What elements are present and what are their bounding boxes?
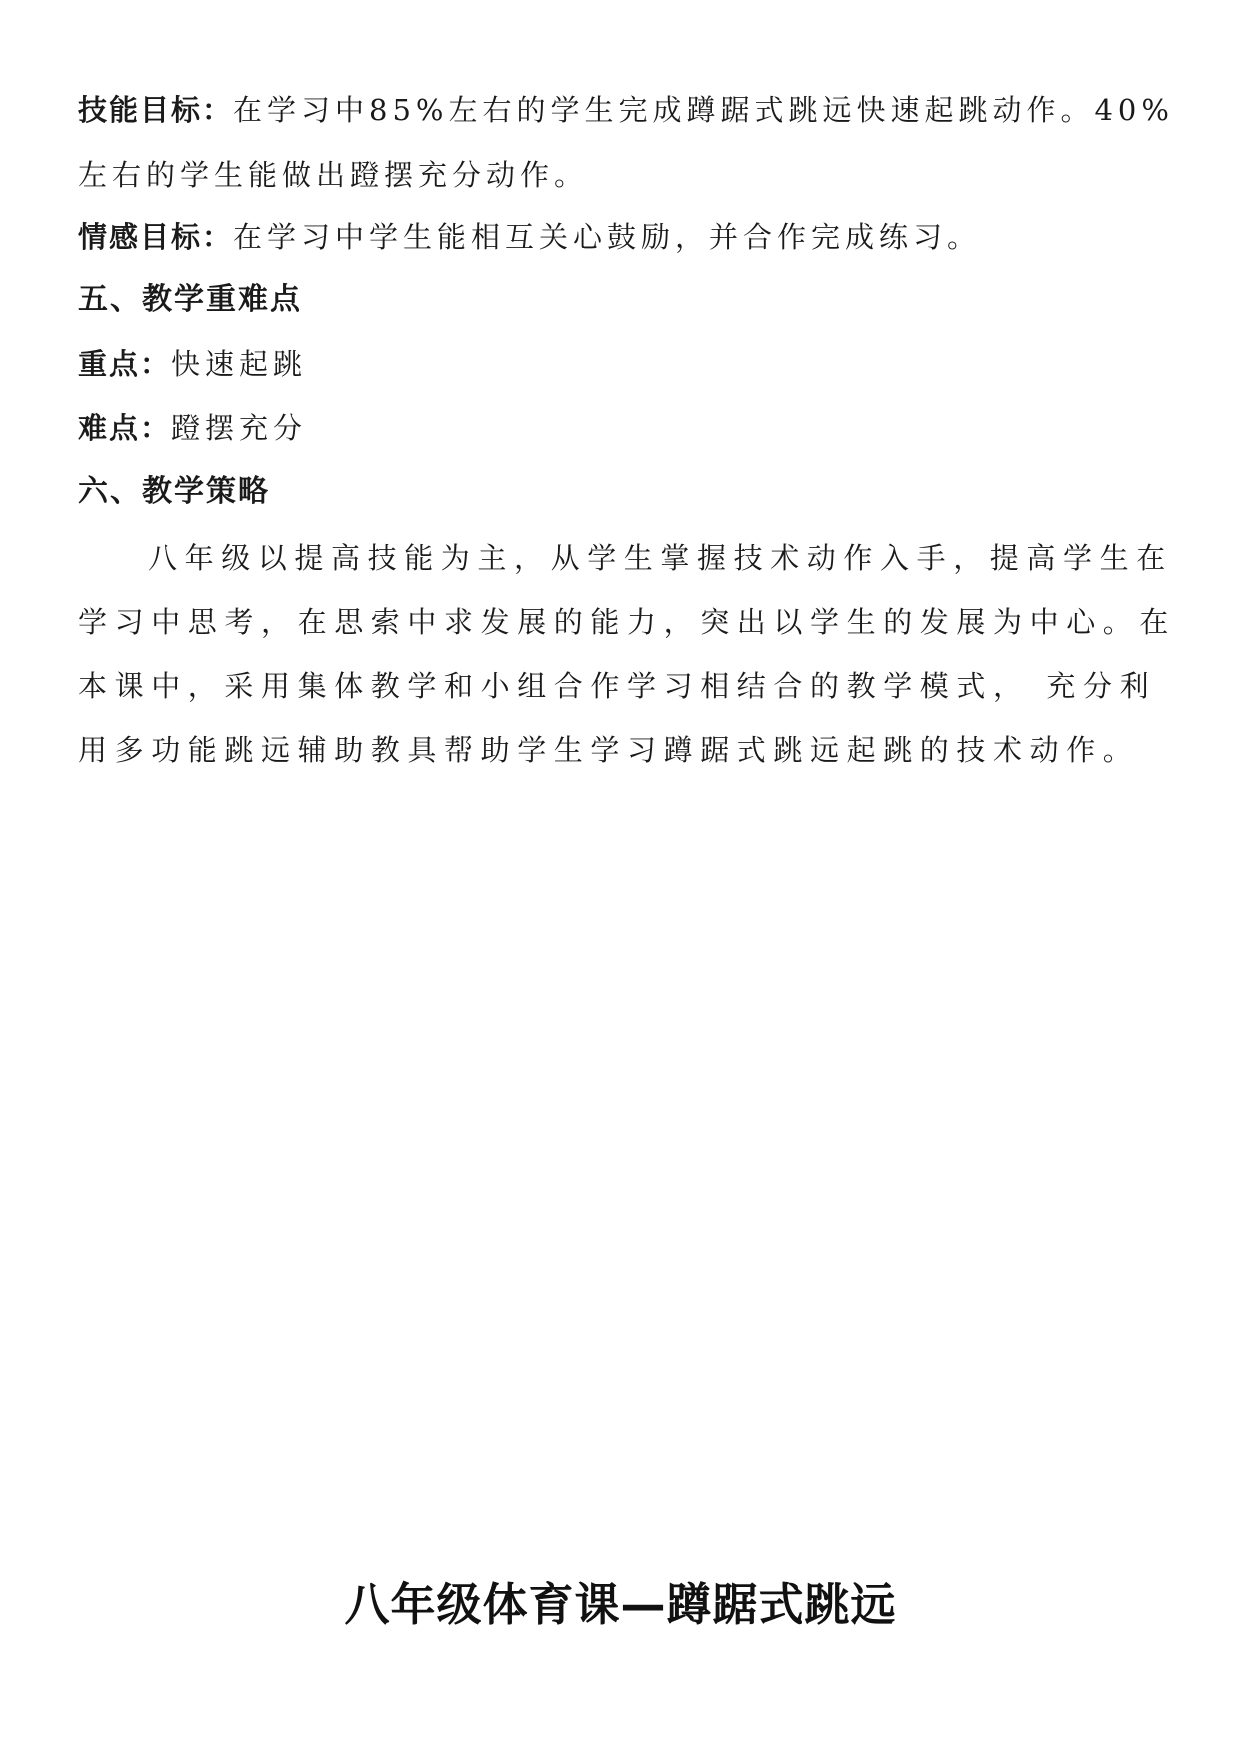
- emotion-objective-text: 在学习中学生能相互关心鼓励，并合作完成练习。: [233, 220, 982, 254]
- lesson-title: 八年级体育课—蹲踞式跳远: [344, 1578, 897, 1631]
- strategy-paragraph-line-4: 用多功能跳远辅助教具帮助学生学习蹲踞式跳远起跳的技术动作。: [78, 733, 1140, 767]
- skill-objective-label: 技能目标：: [78, 93, 234, 127]
- skill-objective-text-cont: 左右的学生能做出蹬摆充分动作。: [78, 158, 589, 192]
- skill-objective-text: 在学习中85%左右的学生完成蹲踞式跳远快速起跳动作。40%: [233, 93, 1174, 127]
- section-5-heading: 五、教学重难点: [78, 282, 302, 317]
- skill-objective-line-1: [78, 90, 1174, 130]
- emotion-objective-label: 情感目标：: [78, 220, 234, 254]
- strategy-paragraph-line-3: 本课中，采用集体教学和小组合作学习相结合的教学模式， 充分利: [78, 669, 1157, 703]
- key-point-label: 重点：: [78, 347, 172, 381]
- key-point: [78, 344, 307, 384]
- difficulty-point-label: 难点：: [78, 411, 172, 445]
- skill-objective-line-2: [78, 155, 588, 195]
- difficulty-point: [78, 408, 307, 448]
- strategy-paragraph-line-1: 八年级以提高技能为主，从学生掌握技术动作入手，提高学生在: [148, 541, 1173, 575]
- emotion-objective: [78, 217, 981, 257]
- key-point-text: 快速起跳: [171, 347, 308, 381]
- section-6-heading: 六、教学策略: [78, 474, 270, 509]
- strategy-paragraph-line-2: 学习中思考，在思索中求发展的能力，突出以学生的发展为中心。在: [78, 605, 1177, 639]
- difficulty-point-text: 蹬摆充分: [171, 411, 308, 445]
